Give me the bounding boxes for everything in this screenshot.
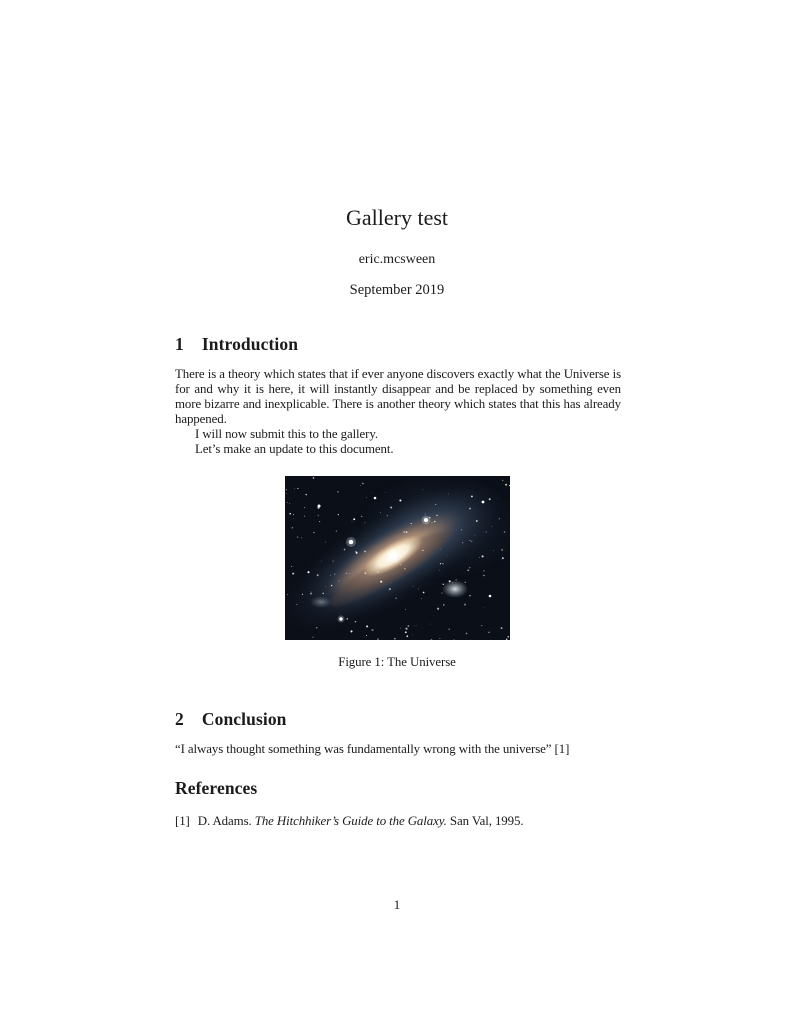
paragraph: There is a theory which states that if ever anyone discovers exactly what the Universe is for and why it is here, it will instantly disappear and be replaced by something even more bizarre and inexplicable. There is another theory which states that this has already happened. [175,367,621,426]
galaxy-image [285,476,510,640]
section-title: Introduction [201,334,299,354]
reference-publisher: San Val, 1995. [449,814,524,828]
section-number: 2 [175,709,184,729]
document-date: September 2019 [349,282,445,298]
reference-marker: [1] [175,814,190,828]
paragraph: Let’s make an update to this document. [195,442,394,456]
reference-text [198,814,524,829]
conclusion-quote: “I always thought something was fundamentally wrong with the universe” [1] [175,742,570,756]
document-author: eric.mcsween [358,252,436,267]
figure-caption: Figure 1: The Universe [338,655,456,669]
reference-title: The Hitchhiker’s Guide to the Galaxy. [254,814,447,828]
figure-1 [0,476,794,670]
reference-author: D. Adams. [197,814,252,828]
section-title: Conclusion [201,709,287,729]
reference-entry [175,814,635,829]
section-heading-introduction [175,336,298,354]
references-heading: References [175,778,258,798]
section-heading-conclusion [175,711,287,729]
document-title: Gallery test [345,205,449,230]
paragraph: I will now submit this to the gallery. [195,427,378,441]
introduction-text [175,367,621,457]
companion-galaxy [442,580,468,598]
page-number: 1 [393,897,401,912]
section-number: 1 [175,334,184,354]
